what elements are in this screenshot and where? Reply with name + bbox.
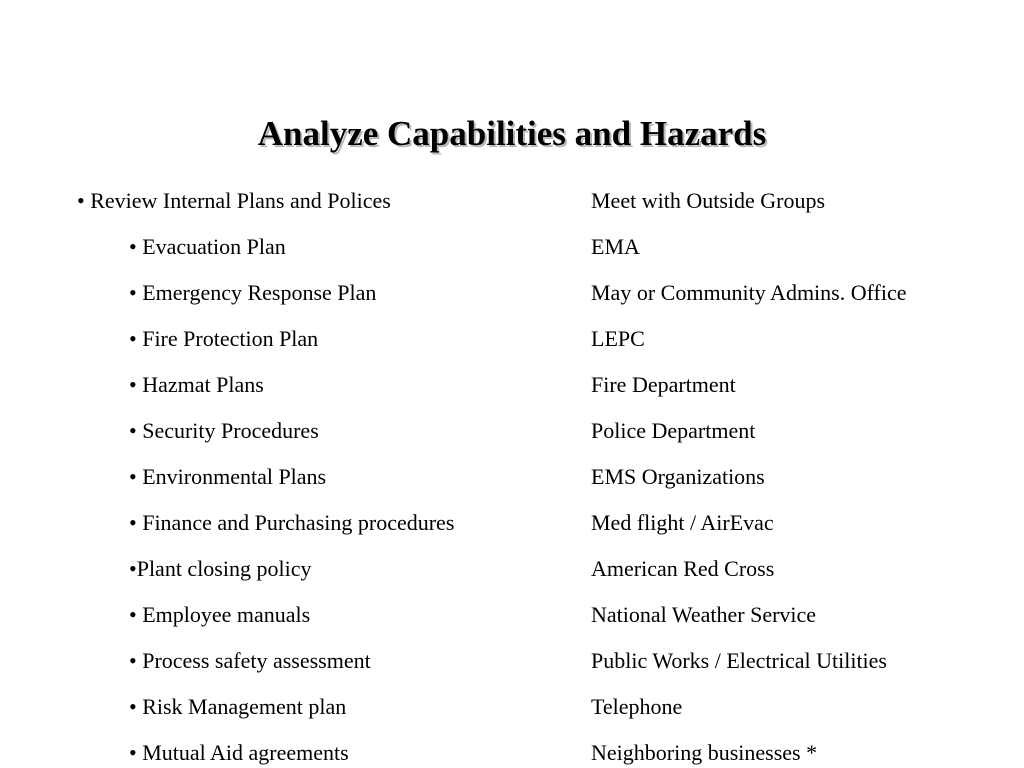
left-item: • Fire Protection Plan: [129, 326, 319, 351]
left-item: • Finance and Purchasing procedures: [129, 510, 455, 535]
left-item: • Process safety assessment: [129, 648, 371, 673]
left-item: • Emergency Response Plan: [129, 280, 377, 305]
left-item: • Environmental Plans: [129, 464, 327, 489]
left-item-heading: • Review Internal Plans and Polices: [77, 188, 391, 213]
slide-title: Analyze Capabilities and Hazards: [257, 114, 767, 153]
right-item: Neighboring businesses *: [591, 740, 818, 765]
left-item: • Hazmat Plans: [129, 372, 264, 397]
right-item: Police Department: [591, 418, 756, 443]
right-item: Public Works / Electrical Utilities: [591, 648, 887, 673]
left-item: •Plant closing policy: [129, 556, 312, 581]
right-item: LEPC: [591, 326, 645, 351]
left-item: • Security Procedures: [129, 418, 319, 443]
right-item-heading: Meet with Outside Groups: [591, 188, 826, 213]
right-item: American Red Cross: [591, 556, 775, 581]
left-item: • Employee manuals: [129, 602, 311, 627]
right-item: Telephone: [591, 694, 683, 719]
left-item: • Mutual Aid agreements: [129, 740, 349, 765]
right-item: National Weather Service: [591, 602, 817, 627]
right-item: Med flight / AirEvac: [591, 510, 774, 535]
left-item: • Evacuation Plan: [129, 234, 286, 259]
right-item: Fire Department: [591, 372, 736, 397]
right-item: EMA: [591, 234, 640, 259]
right-item: May or Community Admins. Office: [591, 280, 907, 305]
right-item: EMS Organizations: [591, 464, 765, 489]
left-item: • Risk Management plan: [129, 694, 347, 719]
